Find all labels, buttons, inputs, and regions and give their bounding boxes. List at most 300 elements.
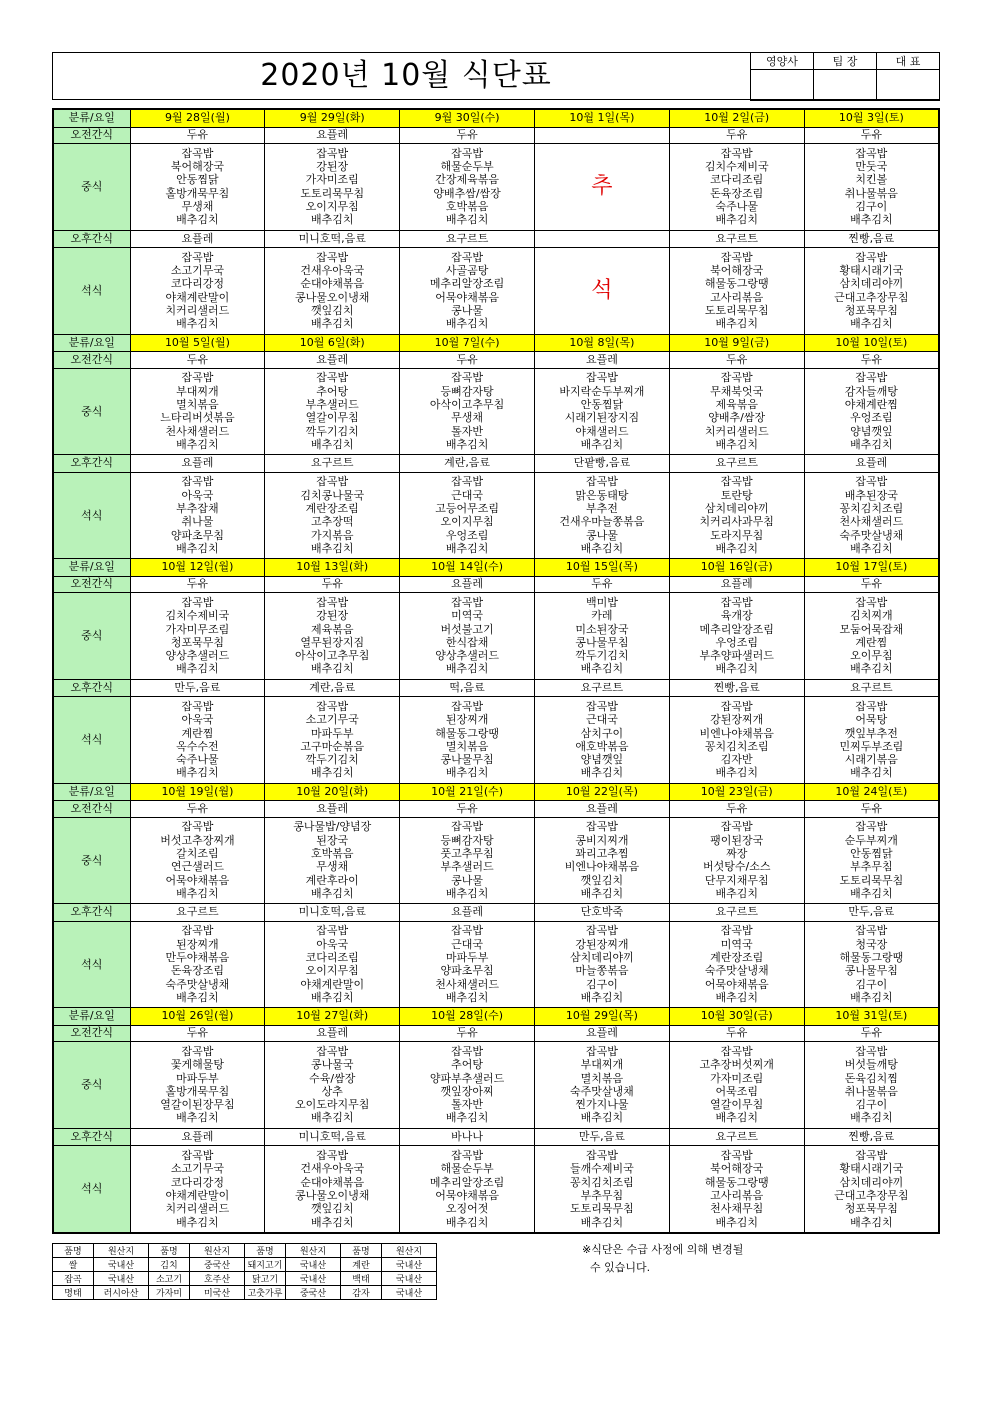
- menu-item: 잡곡밥: [720, 250, 753, 264]
- date-header: 10월 12일(월): [130, 559, 265, 577]
- lunch-cell: [669, 593, 804, 680]
- menu-item: 톨자반: [451, 1098, 484, 1112]
- menu-item: 미역국: [451, 609, 484, 623]
- menu-item: 잡곡밥: [720, 924, 753, 938]
- menu-item: 배추김치: [445, 1215, 489, 1229]
- am-snack-cell: 두유: [400, 352, 535, 368]
- pm-snack-cell: 요플레: [400, 904, 535, 922]
- row-label-category: 분류/요일: [53, 109, 130, 127]
- am-snack-cell: 두유: [804, 1025, 939, 1041]
- menu-item: 단무지채무침: [704, 873, 769, 887]
- menu-item: 잡곡밥: [855, 699, 888, 713]
- menu-item: 비엔나야채볶음: [564, 860, 640, 874]
- menu-item: 깻잎김치: [310, 304, 354, 318]
- dinner-cell: [804, 1146, 939, 1233]
- menu-item: 잡곡밥: [181, 595, 214, 609]
- menu-item: 꽃게해물탕: [170, 1058, 224, 1072]
- menu-item: 해물순두부: [440, 1162, 494, 1176]
- menu-item: 비엔나야채볶음: [699, 726, 774, 740]
- menu-item: 계란후라이: [305, 873, 359, 887]
- lunch-cell: [265, 817, 400, 904]
- lunch-cell: [669, 817, 804, 904]
- origin-cell: 명태: [53, 1286, 94, 1300]
- menu-item: 삼치구이: [580, 726, 624, 740]
- menu-item: 근대국: [451, 488, 484, 502]
- menu-item: 잡곡밥: [451, 1044, 484, 1058]
- dinner-cell: [534, 921, 669, 1008]
- menu-item: 아삭이고추무침: [295, 649, 370, 663]
- menu-item: 미소된장국: [575, 622, 629, 636]
- date-header: 10월 3일(토): [804, 109, 939, 127]
- menu-item: 양념깻잎: [850, 424, 893, 438]
- menu-item: 어묵야채볶음: [165, 873, 230, 887]
- origin-cell: 중국산: [190, 1258, 245, 1272]
- origin-cell: 김치: [149, 1258, 190, 1272]
- menu-item: 멸치볶음: [176, 397, 219, 411]
- row-label-dinner: 석식: [53, 248, 130, 335]
- menu-item: 추: [591, 174, 613, 200]
- menu-item: 만두야채볶음: [165, 951, 230, 965]
- menu-item: 북어해장국: [710, 1162, 764, 1176]
- lunch-cell: [400, 593, 535, 680]
- menu-item: 가자미무조림: [165, 622, 230, 636]
- menu-item: 오징어젓: [445, 1202, 489, 1216]
- menu-item: 콩나물무침: [575, 635, 629, 649]
- menu-item: 잡곡밥: [585, 820, 618, 834]
- menu-item: 마파두부: [176, 1071, 219, 1085]
- origin-header: 품명: [341, 1244, 382, 1258]
- menu-item: 콩나물: [451, 304, 484, 318]
- am-snack-row: [53, 576, 939, 592]
- menu-item: 카레: [591, 609, 613, 623]
- menu-item: 등뼈감자탕: [440, 384, 494, 398]
- menu-item: 잡곡밥: [855, 146, 888, 160]
- menu-item: 양상추샐러드: [165, 649, 230, 663]
- menu-item: 강된장찌개: [710, 713, 764, 727]
- origin-header: 품명: [53, 1244, 94, 1258]
- menu-item: 잡곡밥: [585, 924, 618, 938]
- origin-cell: 중국산: [286, 1286, 341, 1300]
- menu-item: 아삭이고추무침: [429, 397, 505, 411]
- menu-item: 무생채: [316, 860, 349, 874]
- menu-item: 김치수제비국: [704, 160, 769, 174]
- lunch-cell: [534, 593, 669, 680]
- menu-item: 잡곡밥: [720, 1044, 753, 1058]
- date-header: 10월 6일(화): [265, 334, 400, 352]
- menu-item: 콩비지찌개: [575, 833, 629, 847]
- origin-header-row: [53, 1244, 437, 1258]
- menu-item: 순대야채볶음: [300, 277, 365, 291]
- menu-item: 제육볶음: [715, 397, 758, 411]
- menu-item: 가자미조림: [305, 173, 359, 187]
- signature-box: [814, 70, 877, 101]
- origin-cell: 잡곡: [53, 1272, 94, 1286]
- origin-header: 원산지: [190, 1244, 245, 1258]
- menu-item: 배추김치: [850, 662, 893, 676]
- menu-item: 꽁치김치조림: [570, 1175, 634, 1189]
- menu-item: 콩나물무침: [440, 753, 494, 767]
- menu-item: 모둠어묵잡채: [839, 622, 904, 636]
- pm-snack-cell: 떡,음료: [400, 679, 535, 697]
- lunch-cell: [804, 817, 939, 904]
- menu-item: 부추샐러드: [305, 397, 359, 411]
- menu-item: 한식잡채: [445, 635, 489, 649]
- menu-item: 감자들깨탕: [844, 384, 898, 398]
- menu-item: 부추잡채: [176, 502, 219, 516]
- menu-item: 버섯고추장찌개: [160, 833, 235, 847]
- approval-box: [750, 52, 940, 101]
- row-label-pm-snack: 오후간식: [53, 455, 130, 473]
- pm-snack-cell: 미니호떡,음료: [265, 904, 400, 922]
- menu-item: 배추김치: [715, 886, 758, 900]
- origin-cell: 호주산: [190, 1272, 245, 1286]
- menu-item: 배추김치: [445, 662, 489, 676]
- menu-item: 잡곡밥: [855, 475, 888, 489]
- lunch-cell: [130, 1042, 265, 1129]
- am-snack-row: [53, 127, 939, 143]
- origin-cell: 백태: [341, 1272, 382, 1286]
- lunch-cell: [130, 143, 265, 230]
- origin-row: [53, 1258, 437, 1272]
- dinner-cell: [400, 472, 535, 559]
- menu-item: 양파초무침: [170, 528, 224, 542]
- menu-item: 배추김치: [176, 766, 219, 780]
- dinner-cell: [130, 1146, 265, 1233]
- date-header: 10월 14일(수): [400, 559, 535, 577]
- menu-item: 잡곡밥: [720, 595, 753, 609]
- menu-item: 잡곡밥: [720, 146, 753, 160]
- pm-snack-cell: 요구르트: [669, 230, 804, 248]
- menu-item: 잡곡밥: [316, 250, 349, 264]
- menu-item: 사골곰탕: [445, 264, 489, 278]
- menu-item: 부추양파샐러드: [699, 649, 774, 663]
- menu-item: 천사채샐러드: [839, 515, 904, 529]
- row-label-pm-snack: 오후간식: [53, 230, 130, 248]
- menu-item: 배추김치: [176, 317, 219, 331]
- date-header: 10월 8일(목): [534, 334, 669, 352]
- origin-cell: 국내산: [286, 1272, 341, 1286]
- date-header: 10월 5일(월): [130, 334, 265, 352]
- menu-item: 소고기무국: [305, 713, 359, 727]
- menu-item: 고등어무조림: [435, 502, 499, 516]
- menu-item: 잡곡밥: [451, 1149, 484, 1163]
- menu-item: 배추김치: [850, 1111, 893, 1125]
- am-snack-cell: 요플레: [265, 352, 400, 368]
- menu-item: 김구이: [855, 977, 888, 991]
- dinner-cell: [130, 472, 265, 559]
- menu-item: 호박볶음: [445, 200, 489, 214]
- origin-cell: 쌀: [53, 1258, 94, 1272]
- menu-item: 황태시래기국: [839, 264, 904, 278]
- row-label-lunch: 중식: [53, 817, 130, 904]
- am-snack-cell: 요플레: [534, 352, 669, 368]
- menu-item: 천사채샐러드: [435, 977, 499, 991]
- dinner-cell: [669, 472, 804, 559]
- dinner-cell: [265, 472, 400, 559]
- dinner-cell: [265, 1146, 400, 1233]
- date-header: 9월 30일(수): [400, 109, 535, 127]
- menu-item: 잡곡밥: [181, 924, 214, 938]
- lunch-cell: [804, 143, 939, 230]
- menu-item: 야채계란말이: [165, 1189, 230, 1203]
- pm-snack-cell: 만두,음료: [804, 904, 939, 922]
- pm-snack-row: [53, 1128, 939, 1146]
- dinner-cell: [534, 248, 669, 335]
- menu-item: 해물동그랑땡: [435, 726, 499, 740]
- approval-label-ceo: 대 표: [877, 53, 940, 70]
- menu-item: 배추김치: [310, 1111, 354, 1125]
- dinner-cell: [534, 697, 669, 784]
- menu-item: 치킨볼: [855, 173, 888, 187]
- menu-item: 고추장떡: [310, 515, 354, 529]
- menu-item: 시래기된장지짐: [564, 411, 640, 425]
- dinner-cell: [265, 248, 400, 335]
- dinner-cell: [130, 248, 265, 335]
- menu-item: 강된장: [316, 160, 349, 174]
- menu-item: 콩나물오이냉채: [295, 1189, 370, 1203]
- am-snack-cell: 두유: [400, 801, 535, 817]
- menu-item: 소고기무국: [170, 264, 224, 278]
- menu-item: 만둣국: [855, 160, 888, 174]
- menu-item: 잡곡밥: [316, 475, 349, 489]
- menu-item: 잡곡밥: [451, 146, 484, 160]
- lunch-cell: [400, 1042, 535, 1129]
- menu-item: 열갈이된장무침: [160, 1098, 235, 1112]
- menu-item: 오이지무침: [305, 200, 359, 214]
- lunch-cell: [400, 368, 535, 455]
- menu-item: 배추김치: [850, 317, 893, 331]
- menu-item: 잡곡밥: [451, 595, 484, 609]
- menu-item: 숙주맛살냉채: [704, 964, 769, 978]
- menu-item: 배추김치: [580, 1215, 624, 1229]
- origin-row: [53, 1272, 437, 1286]
- menu-item: 미역국: [720, 937, 753, 951]
- menu-item: 북어해장국: [170, 160, 224, 174]
- row-label-dinner: 석식: [53, 472, 130, 559]
- date-header: 10월 19일(월): [130, 783, 265, 801]
- origin-cell: 국내산: [382, 1286, 437, 1300]
- menu-item: 배추김치: [310, 886, 354, 900]
- lunch-cell: [804, 1042, 939, 1129]
- menu-item: 콩나물무침: [844, 964, 898, 978]
- menu-item: 꽁치김치조림: [704, 739, 769, 753]
- menu-item: 숙주나물: [176, 753, 219, 767]
- menu-item: 상추: [321, 1084, 343, 1098]
- menu-item: 양파부추샐러드: [429, 1071, 505, 1085]
- menu-item: 치커리사과무침: [699, 515, 774, 529]
- dinner-row: [53, 697, 939, 784]
- am-snack-row: [53, 1025, 939, 1041]
- pm-snack-cell: 미니호떡,음료: [265, 230, 400, 248]
- menu-item: 깻잎김치: [310, 1202, 354, 1216]
- dinner-cell: [130, 697, 265, 784]
- menu-item: 가지볶음: [310, 528, 354, 542]
- lunch-cell: [265, 368, 400, 455]
- menu-item: 부대찌개: [580, 1058, 624, 1072]
- row-label-am-snack: 오전간식: [53, 1025, 130, 1041]
- menu-item: 수육/쌈장: [309, 1071, 356, 1085]
- menu-item: 등뼈감자탕: [440, 833, 494, 847]
- menu-item: 천사채무침: [710, 1202, 764, 1216]
- menu-item: 열갈이무침: [305, 411, 359, 425]
- menu-item: 오이도라지무침: [295, 1098, 370, 1112]
- pm-snack-cell: 찐빵,음료: [804, 230, 939, 248]
- menu-item: 석: [591, 278, 613, 304]
- am-snack-cell: [534, 127, 669, 143]
- menu-item: 청포묵무침: [844, 304, 898, 318]
- date-header: 10월 2일(금): [669, 109, 804, 127]
- menu-item: 양배추/쌈장: [708, 411, 766, 425]
- menu-item: 잡곡밥: [720, 371, 753, 385]
- menu-item: 잡곡밥: [316, 146, 349, 160]
- menu-item: 부추무침: [580, 1189, 624, 1203]
- menu-item: 잡곡밥: [855, 595, 888, 609]
- menu-item: 배추김치: [310, 662, 354, 676]
- menu-item: 잡곡밥: [316, 1044, 349, 1058]
- menu-item: 배추김치: [445, 317, 489, 331]
- menu-item: 도라지무침: [710, 528, 764, 542]
- menu-item: 안동찜닭: [850, 847, 893, 861]
- menu-item: 김구이: [855, 1098, 888, 1112]
- menu-item: 버섯들깨탕: [844, 1058, 898, 1072]
- am-snack-cell: 요플레: [265, 1025, 400, 1041]
- menu-item: 배추김치: [176, 1111, 219, 1125]
- menu-item: 메추리알장조림: [429, 1175, 505, 1189]
- menu-item: 배추김치: [850, 541, 893, 555]
- menu-item: 근대국: [585, 713, 618, 727]
- menu-item: 김구이: [585, 977, 618, 991]
- menu-item: 잡곡밥: [316, 699, 349, 713]
- menu-item: 잡곡밥: [585, 1149, 618, 1163]
- dinner-cell: [804, 697, 939, 784]
- am-snack-cell: 요플레: [265, 801, 400, 817]
- menu-item: 건새우마늘쫑볶음: [559, 515, 645, 529]
- menu-item: 콩나물: [451, 873, 484, 887]
- week-header-row: [53, 109, 939, 127]
- row-label-am-snack: 오전간식: [53, 352, 130, 368]
- row-label-lunch: 중식: [53, 143, 130, 230]
- am-snack-cell: 두유: [534, 576, 669, 592]
- dinner-cell: [804, 472, 939, 559]
- menu-item: 배추김치: [580, 1111, 624, 1125]
- row-label-category: 분류/요일: [53, 783, 130, 801]
- menu-item: 숙주나물: [715, 200, 758, 214]
- origin-cell: 국내산: [286, 1258, 341, 1272]
- am-snack-cell: 요플레: [534, 1025, 669, 1041]
- am-snack-cell: 두유: [400, 1025, 535, 1041]
- row-label-lunch: 중식: [53, 593, 130, 680]
- menu-item: 배추김치: [850, 886, 893, 900]
- lunch-cell: [534, 368, 669, 455]
- menu-item: 마늘쫑볶음: [575, 964, 629, 978]
- am-snack-cell: 두유: [804, 576, 939, 592]
- menu-item: 계란장조림: [305, 502, 359, 516]
- menu-item: 치커리샐러드: [704, 424, 769, 438]
- menu-item: 풋고추무침: [440, 847, 494, 861]
- dinner-row: [53, 248, 939, 335]
- menu-item: 아욱국: [181, 488, 214, 502]
- menu-item: 잡곡밥: [451, 699, 484, 713]
- menu-item: 배추김치: [310, 541, 354, 555]
- menu-item: 잡곡밥: [451, 820, 484, 834]
- menu-item: 마파두부: [445, 951, 489, 965]
- menu-item: 백미밥: [585, 595, 618, 609]
- menu-item: 배추김치: [445, 1111, 489, 1125]
- menu-item: 도토리묵무침: [704, 304, 769, 318]
- origin-cell: 러시아산: [94, 1286, 149, 1300]
- menu-item: 배추김치: [445, 886, 489, 900]
- date-header: 10월 22일(목): [534, 783, 669, 801]
- menu-item: 꽁치김치조림: [839, 502, 904, 516]
- origin-header: 원산지: [94, 1244, 149, 1258]
- menu-item: 잡곡밥: [855, 924, 888, 938]
- pm-snack-row: [53, 455, 939, 473]
- pm-snack-cell: 찐빵,음료: [804, 1128, 939, 1146]
- am-snack-cell: 두유: [130, 801, 265, 817]
- menu-item: 애호박볶음: [575, 739, 629, 753]
- page-title: 2020년 10월 식단표: [260, 58, 552, 93]
- menu-item: 배추김치: [310, 1215, 354, 1229]
- pm-snack-cell: 계란,음료: [265, 679, 400, 697]
- menu-item: 무생채: [451, 411, 484, 425]
- date-header: 10월 1일(목): [534, 109, 669, 127]
- origin-cell: 소고기: [149, 1272, 190, 1286]
- menu-item: 부추전: [585, 502, 618, 516]
- origin-header: 품명: [149, 1244, 190, 1258]
- menu-item: 잡곡밥: [181, 820, 214, 834]
- dinner-cell: [130, 921, 265, 1008]
- week-header-row: [53, 1008, 939, 1026]
- lunch-cell: [400, 143, 535, 230]
- menu-item: 삼치데리야끼: [839, 1175, 904, 1189]
- menu-item: 삼치데리야끼: [570, 951, 634, 965]
- menu-item: 오이무침: [850, 649, 893, 663]
- menu-item: 취나물볶음: [844, 1084, 898, 1098]
- menu-item: 고사리볶음: [710, 1189, 764, 1203]
- dinner-cell: [534, 1146, 669, 1233]
- dinner-cell: [534, 472, 669, 559]
- date-header: 9월 29일(화): [265, 109, 400, 127]
- menu-item: 취나물: [181, 515, 214, 529]
- menu-item: 잡곡밥: [585, 1044, 618, 1058]
- dinner-cell: [265, 697, 400, 784]
- menu-item: 콩나물오이냉채: [295, 290, 370, 304]
- am-snack-row: [53, 801, 939, 817]
- lunch-row: [53, 593, 939, 680]
- am-snack-row: [53, 352, 939, 368]
- menu-item: 김치찌개: [850, 609, 893, 623]
- lunch-cell: [669, 368, 804, 455]
- pm-snack-cell: 요구르트: [669, 1128, 804, 1146]
- dinner-cell: [400, 921, 535, 1008]
- notice-line: 수 있습니다.: [590, 1261, 651, 1274]
- signature-box: [751, 70, 814, 101]
- pm-snack-cell: 단팥빵,음료: [534, 455, 669, 473]
- dinner-cell: [265, 921, 400, 1008]
- menu-item: 청포묵무침: [170, 635, 224, 649]
- am-snack-cell: 두유: [130, 576, 265, 592]
- menu-item: 김치콩나물국: [300, 488, 365, 502]
- menu-item: 해물동그랑땡: [704, 1175, 769, 1189]
- pm-snack-cell: 요구르트: [534, 679, 669, 697]
- row-label-dinner: 석식: [53, 697, 130, 784]
- menu-item: 육개장: [720, 609, 753, 623]
- lunch-cell: [400, 817, 535, 904]
- origin-table: [52, 1243, 437, 1300]
- menu-item: 천사채샐러드: [165, 424, 230, 438]
- pm-snack-cell: 요플레: [130, 1128, 265, 1146]
- menu-item: 된장국: [316, 833, 349, 847]
